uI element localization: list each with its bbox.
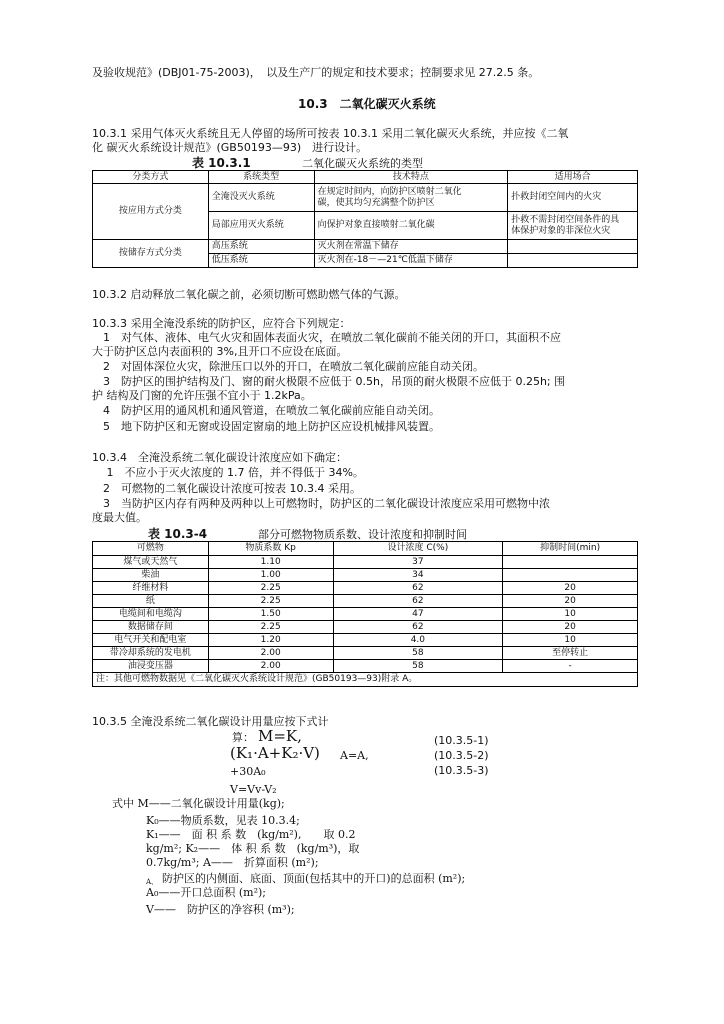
table1-cell: 高压系统 xyxy=(208,240,314,254)
table1-cell-line: 碳，使其均匀充满整个防护区 xyxy=(317,197,435,208)
table2-cell: 2.25 xyxy=(208,595,333,608)
table1-cell: 向保护对象直接喷射二氧化碳 xyxy=(314,212,508,240)
table1-header-system-type: 系统类型 xyxy=(208,171,314,184)
table-co2-system-types xyxy=(92,170,638,268)
table2-header-concentration: 设计浓度 C(%) xyxy=(333,542,503,556)
formula-3: +30A₀ xyxy=(230,765,266,778)
def-k2: kg/m²; K₂—— 体 积 系 数 (kg/m³)，取 xyxy=(146,842,360,855)
table2-cell: 电缆间和电缆沟 xyxy=(93,608,209,621)
formula-number-3: (10.3.5-3) xyxy=(434,764,489,777)
para-10-3-4-head: 10.3.4 全淹没系统二氧化碳设计浓度应如下确定： xyxy=(92,451,347,464)
table2-cell: 1.10 xyxy=(208,556,333,569)
para-10-3-3-item4: 4 防护区用的通风机和通风管道，在喷放二氧化碳前应能自动关闭。 xyxy=(92,404,440,417)
table-row xyxy=(93,595,638,608)
table2-cell: 10 xyxy=(503,608,638,621)
table2-cell: 34 xyxy=(333,569,503,582)
table1-cell-line: 扑救不需封闭空间条件的具 xyxy=(511,214,620,225)
para-10-3-4-item3-line2: 度最大值。 xyxy=(92,511,147,524)
table2-cell: 数据储存间 xyxy=(93,621,209,634)
table1-cell xyxy=(508,254,638,268)
para-10-3-3-head: 10.3.3 采用全淹没系统的防护区，应符合下列规定： xyxy=(92,317,351,330)
table1-cell xyxy=(508,240,638,254)
para-10-3-1-line2: 化 碳灭火系统设计规范》(GB50193—93) 进行设计。 xyxy=(92,141,368,154)
formula-4: V=Vv-V₂ xyxy=(230,783,277,796)
table2-cell: 62 xyxy=(333,582,503,595)
table2-cell: 2.25 xyxy=(208,621,333,634)
table2-cell: 电气开关和配电室 xyxy=(93,634,209,647)
table2-cell: 58 xyxy=(333,647,503,660)
table2-cell: 62 xyxy=(333,621,503,634)
table-row xyxy=(93,569,638,582)
table1-cell: 低压系统 xyxy=(208,254,314,268)
table2-caption: 部分可燃物物质系数、设计浓度和抑制时间 xyxy=(258,528,467,541)
table-row xyxy=(93,582,638,595)
table-row xyxy=(93,660,638,673)
table2-cell: 62 xyxy=(333,595,503,608)
table2-header-kp: 物质系数 Kp xyxy=(208,542,333,556)
where-line: 式中 M——二氧化碳设计用量(kg); xyxy=(112,797,285,810)
table2-cell: 煤气或天然气 xyxy=(93,556,209,569)
para-10-3-4-item2: 2 可燃物的二氧化碳设计浓度可按表 10.3.4 采用。 xyxy=(92,482,361,495)
formula-number-1: (10.3.5-1) xyxy=(434,734,489,747)
para-10-3-5-head: 10.3.5 全淹没系统二氧化碳设计用量应按下式计 xyxy=(92,715,329,728)
table2-cell: 1.50 xyxy=(208,608,333,621)
table2-cell: 58 xyxy=(333,660,503,673)
table2-cell xyxy=(503,556,638,569)
table1-group-application: 按应用方式分类 xyxy=(93,184,209,240)
table-row xyxy=(93,621,638,634)
def-a: 0.7kg/m³; A—— 折算面积 (m²); xyxy=(146,856,319,869)
def-a0: A₀——开口总面积 (m²); xyxy=(146,886,266,899)
def-av: 防护区的内侧面、底面、顶面(包括其中的开口)的总面积 (m²); xyxy=(162,872,466,885)
intro-line: 及验收规范》(DBJ01-75-2003)， 以及生产厂的规定和技术要求；控制要求见 27.2.5 条。 xyxy=(92,66,540,79)
table1-header-features: 技术特点 xyxy=(314,171,508,184)
table1-caption: 二氧化碳灭火系统的类型 xyxy=(302,157,423,170)
table2-cell: 47 xyxy=(333,608,503,621)
table2-cell: 20 xyxy=(503,582,638,595)
table2-cell: 1.00 xyxy=(208,569,333,582)
table2-cell: 柴油 xyxy=(93,569,209,582)
para-10-3-3-item2: 2 对固体深位火灾，除泄压口以外的开口，在喷放二氧化碳前应能自动关闭。 xyxy=(92,360,484,373)
table2-cell: 油浸变压器 xyxy=(93,660,209,673)
para-10-3-4-item3-line1: 3 当防护区内存有两种及两种以上可燃物时，防护区的二氧化碳设计浓度应采用可燃物中浓 xyxy=(92,497,550,510)
table1-label: 表 10.3.1 xyxy=(192,156,251,170)
para-10-3-3-item3-line1: 3 防护区的围护结构及门、窗的耐火极限不应低于 0.5h，吊顶的耐火极限不应低于 0.25h; 围 xyxy=(92,375,566,388)
table2-cell: 至停转止 xyxy=(503,647,638,660)
def-av-symbol: A、 xyxy=(146,878,159,886)
table-row xyxy=(93,647,638,660)
table2-cell: 10 xyxy=(503,634,638,647)
table2-cell: 20 xyxy=(503,621,638,634)
formula-1: M=K, xyxy=(258,727,302,745)
def-v: V—— 防护区的净容积 (m³); xyxy=(146,903,295,916)
table2-cell: 2.00 xyxy=(208,647,333,660)
table-row xyxy=(93,240,638,254)
table2-cell: 纸 xyxy=(93,595,209,608)
table2-cell: 1.20 xyxy=(208,634,333,647)
table1-group-storage: 按储存方式分类 xyxy=(93,240,209,268)
table2-cell: 纤维材料 xyxy=(93,582,209,595)
table1-cell xyxy=(508,212,638,240)
para-10-3-4-item1: 1 不应小于灭火浓度的 1.7 倍，并不得低于 34%。 xyxy=(92,466,364,479)
para-10-3-3-item3-line2: 护 结构及门窗的允许压强不宜小于 1.2kPa。 xyxy=(92,389,312,402)
table2-cell: - xyxy=(503,660,638,673)
section-title: 10.3 二氧化碳灭火系统 xyxy=(298,97,436,111)
table1-cell-line: 体保护对象的非深位火灾 xyxy=(511,225,611,236)
def-k0: K₀——物质系数，见表 10.3.4; xyxy=(146,814,300,827)
table2-header-inhibit-time: 抑制时间(min) xyxy=(503,542,638,556)
table2-header-combustible: 可燃物 xyxy=(93,542,209,556)
table2-cell: 37 xyxy=(333,556,503,569)
formula-calc-label: 算： xyxy=(232,731,254,744)
para-10-3-3-item1-line2: 大于防护区总内表面积的 3%,且开口不应设在底面。 xyxy=(92,345,348,358)
table-combustible-factors xyxy=(92,541,638,687)
table1-cell: 局部应用灭火系统 xyxy=(208,212,314,240)
table1-cell: 灭火剂在常温下储存 xyxy=(314,240,508,254)
para-10-3-2: 10.3.2 启动释放二氧化碳之前，必须切断可燃助燃气体的气源。 xyxy=(92,288,406,301)
def-k1: K₁—— 面 积 系 数 (kg/m²), 取 0.2 xyxy=(146,828,356,841)
para-10-3-3-item1-line1: 1 对气体、液体、电气火灾和固体表面火灾，在喷放二氧化碳前不能关闭的开口，其面积不应 xyxy=(92,331,561,344)
para-10-3-3-item5: 5 地下防护区和无窗或设固定窗扇的地上防护区应设机械排风装置。 xyxy=(92,420,440,433)
table-row xyxy=(93,608,638,621)
table1-header-applicable: 适用场合 xyxy=(508,171,638,184)
table2-cell xyxy=(503,569,638,582)
table2-cell: 20 xyxy=(503,595,638,608)
table2-note: 注：其他可燃物数据见《二氧化碳灭火系统设计规范》(GB50193—93)附录 A。 xyxy=(93,673,638,687)
formula-2: (K₁·A+K₂·V) xyxy=(230,744,320,762)
table-row xyxy=(93,184,638,212)
table1-cell-line: 在规定时间内，向防护区喷射二氧化 xyxy=(317,186,462,197)
table2-cell: 2.25 xyxy=(208,582,333,595)
table2-cell: 4.0 xyxy=(333,634,503,647)
para-10-3-1-line1: 10.3.1 采用气体灭火系统且无人停留的场所可按表 10.3.1 采用二氧化碳灭火系统，并应按《二氧 xyxy=(92,127,569,140)
table-row xyxy=(93,556,638,569)
formula-2b: A=A, xyxy=(340,749,369,762)
table1-cell: 扑救封闭空间内的火灾 xyxy=(508,184,638,212)
table1-cell: 全淹没灭火系统 xyxy=(208,184,314,212)
table2-cell: 2.00 xyxy=(208,660,333,673)
formula-number-2: (10.3.5-2) xyxy=(434,749,489,762)
table1-cell: 灭火剂在-18－—21℃低温下储存 xyxy=(314,254,508,268)
table2-label: 表 10.3-4 xyxy=(148,527,208,541)
table1-cell xyxy=(314,184,508,212)
table1-header-classification: 分类方式 xyxy=(93,171,209,184)
table2-cell: 带冷却系统的发电机 xyxy=(93,647,209,660)
table-row xyxy=(93,634,638,647)
